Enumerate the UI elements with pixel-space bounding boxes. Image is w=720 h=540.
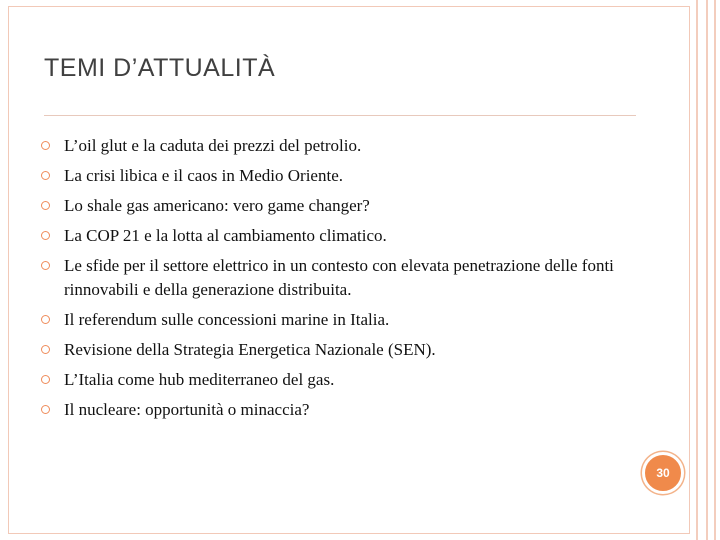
decorative-stripe	[714, 0, 716, 540]
bullet-text: Revisione della Strategia Energetica Nazionale (SEN).	[64, 340, 436, 359]
page-number-badge: 30	[642, 452, 684, 494]
bullet-text: Il referendum sulle concessioni marine in Italia.	[64, 310, 390, 329]
bullet-ring-icon	[41, 171, 50, 180]
bullet-ring-icon	[41, 345, 50, 354]
bullet-ring-icon	[41, 201, 50, 210]
title-divider	[44, 115, 636, 116]
decorative-stripe	[696, 0, 698, 540]
bullet-item	[40, 254, 640, 302]
bullet-ring-icon	[41, 141, 50, 150]
bullet-item	[40, 194, 640, 218]
bullet-text: Lo shale gas americano: vero game changer?	[64, 196, 370, 215]
decorative-stripe	[706, 0, 708, 540]
bullet-text: Le sfide per il settore elettrico in un contesto con elevata penetrazione delle fonti rinnovabili e della generazione distribuita.	[64, 256, 614, 299]
bullet-item	[40, 308, 640, 332]
bullet-item	[40, 338, 640, 362]
bullet-text: La crisi libica e il caos in Medio Oriente.	[64, 166, 343, 185]
bullet-ring-icon	[41, 261, 50, 270]
bullet-item	[40, 368, 640, 392]
bullet-text: L’Italia come hub mediterraneo del gas.	[64, 370, 335, 389]
bullet-text: Il nucleare: opportunità o minaccia?	[64, 400, 310, 419]
bullet-ring-icon	[41, 315, 50, 324]
bullet-item	[40, 398, 640, 422]
bullet-text: La COP 21 e la lotta al cambiamento climatico.	[64, 226, 387, 245]
bullet-ring-icon	[41, 375, 50, 384]
bullet-item	[40, 224, 640, 248]
slide-title: TEMI D’ATTUALITÀ	[44, 54, 276, 82]
bullet-item	[40, 134, 640, 158]
bullet-ring-icon	[41, 231, 50, 240]
bullet-item	[40, 164, 640, 188]
bullet-list	[40, 134, 640, 428]
bullet-text: L’oil glut e la caduta dei prezzi del petrolio.	[64, 136, 362, 155]
bullet-ring-icon	[41, 405, 50, 414]
